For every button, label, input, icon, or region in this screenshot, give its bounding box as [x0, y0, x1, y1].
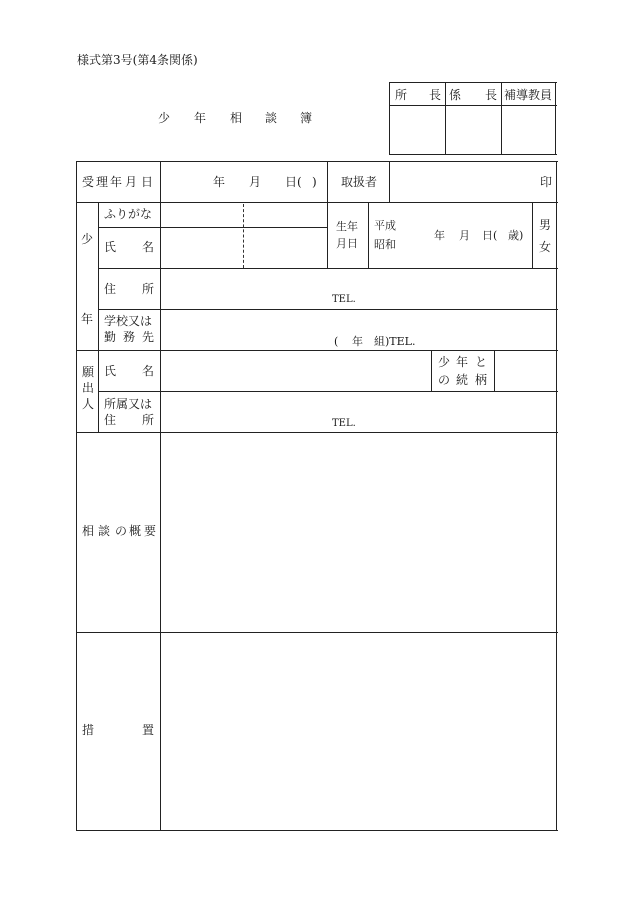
- juvenile-name-label-2: 名: [142, 240, 155, 254]
- affiliation-label-2b: 所: [142, 413, 155, 427]
- birth-month-unit: 月: [459, 229, 470, 242]
- birth-label-1: 生年: [336, 220, 358, 233]
- reception-day-unit: 日(: [285, 175, 302, 189]
- summary-label: 相 談 の 概 要: [82, 524, 157, 538]
- applicant-name-field[interactable]: [162, 352, 430, 390]
- reception-weekday-close: ): [312, 175, 317, 189]
- applicant-name-label-2: 名: [142, 364, 155, 378]
- juvenile-side-label-bottom: 年: [81, 312, 94, 326]
- juvenile-address-label-2: 所: [142, 282, 155, 296]
- applicant-side-label: 願 出 人: [81, 365, 94, 412]
- era-showa: 昭和: [374, 238, 396, 251]
- reception-date-label: 受 理 年 月 日: [82, 175, 154, 189]
- school-label-1: 学校又は: [104, 314, 153, 328]
- staff-label-2: 長: [485, 88, 498, 102]
- form-number: 様式第3号(第4条関係): [77, 53, 198, 67]
- juvenile-name-label-1: 氏: [104, 240, 117, 254]
- relation-field[interactable]: [496, 352, 555, 390]
- juvenile-name-field[interactable]: [162, 229, 326, 267]
- class-paren: (: [334, 335, 339, 348]
- counselor-label: 補導教員: [504, 88, 553, 102]
- measures-label-2: 置: [142, 723, 155, 737]
- affiliation-label-2a: 住: [104, 413, 117, 427]
- furigana-label: ふりがな: [104, 207, 153, 221]
- handler-field[interactable]: [391, 163, 555, 201]
- relation-label-2: の 続 柄: [438, 373, 488, 387]
- furigana-field[interactable]: [162, 204, 326, 226]
- gender-female[interactable]: 女: [539, 240, 552, 254]
- seal-mark: 印: [540, 175, 553, 189]
- applicant-name-label-1: 氏: [104, 364, 117, 378]
- birth-day-unit: 日(: [482, 229, 498, 242]
- reception-year-unit: 年: [213, 175, 226, 189]
- chief-label-2: 長: [429, 88, 442, 102]
- applicant-address-field[interactable]: [162, 393, 555, 431]
- chief-label-1: 所: [395, 88, 408, 102]
- relation-label-1: 少 年 と: [438, 355, 488, 369]
- class-group-tel: 組)TEL.: [374, 335, 416, 348]
- era-heisei: 平成: [374, 219, 396, 232]
- class-year-unit: 年: [352, 335, 363, 348]
- age-unit: 歳): [508, 229, 524, 242]
- juvenile-address-label-1: 住: [104, 282, 117, 296]
- birth-year-unit: 年: [434, 229, 445, 242]
- page-title: 少 年 相 談 簿: [158, 111, 313, 125]
- measures-label-1: 措: [82, 723, 95, 737]
- summary-field[interactable]: [162, 434, 555, 631]
- applicant-tel-label: TEL.: [332, 418, 356, 429]
- measures-field[interactable]: [162, 634, 555, 829]
- juvenile-tel-label: TEL.: [332, 294, 356, 305]
- juvenile-address-field[interactable]: [162, 270, 555, 308]
- reception-month-unit: 月: [249, 175, 262, 189]
- juvenile-side-label-top: 少: [81, 232, 94, 246]
- staff-label-1: 係: [449, 88, 462, 102]
- handler-label: 取扱者: [341, 175, 378, 189]
- affiliation-label-1: 所属又は: [104, 397, 153, 411]
- birth-label-2: 月日: [336, 237, 358, 250]
- school-label-2: 勤 務 先: [104, 330, 155, 344]
- gender-male[interactable]: 男: [539, 218, 552, 232]
